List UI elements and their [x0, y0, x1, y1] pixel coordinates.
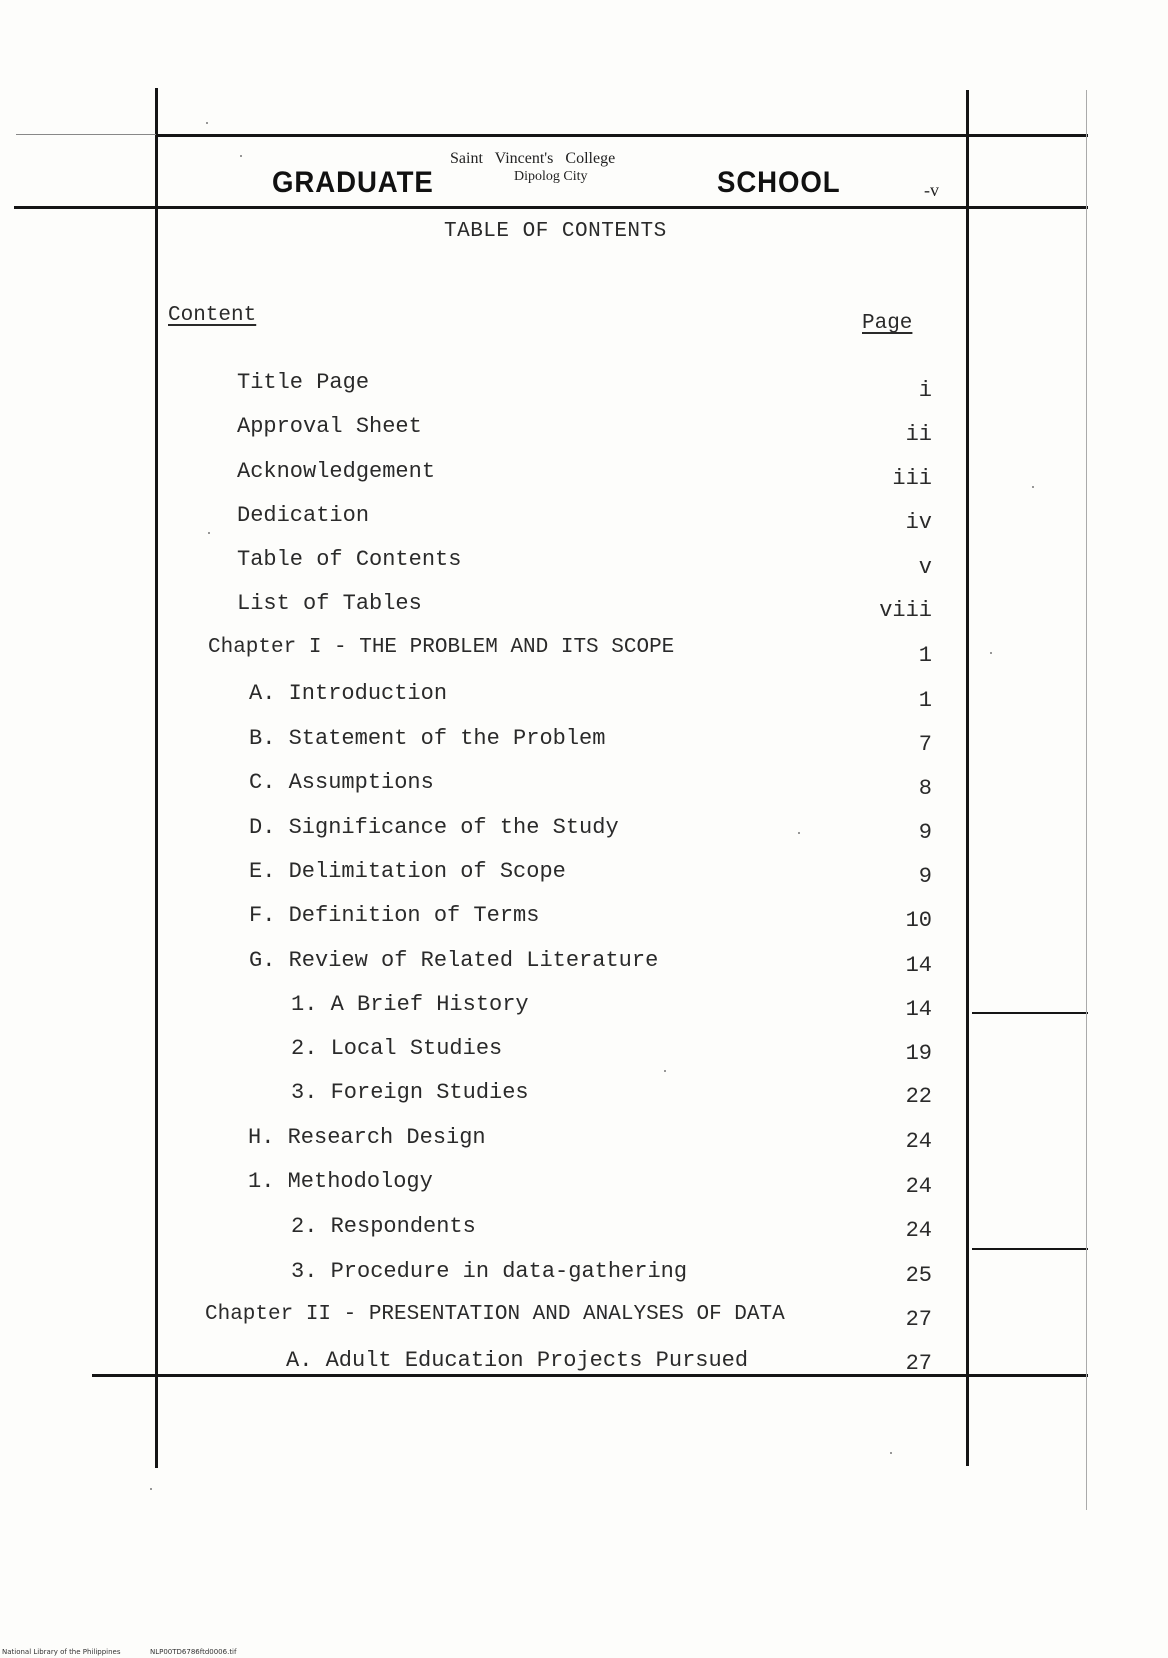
toc-entry-page: iv: [905, 510, 932, 535]
left-margin-rule: [155, 88, 158, 1468]
toc-entry-label: Title Page: [237, 370, 370, 395]
toc-entry-page: 14: [905, 997, 932, 1022]
header-city: Dipolog City: [514, 169, 588, 184]
header-college: Saint Vincent's College: [450, 150, 616, 167]
footer-filename: NLP00TD6786ftd0006.tif: [150, 1648, 237, 1656]
right-edge-rule: [1086, 90, 1087, 1510]
toc-entry-page: 27: [905, 1351, 932, 1376]
scan-speck: [150, 1488, 152, 1490]
scan-speck: [1032, 486, 1034, 488]
toc-entry-page: 27: [905, 1307, 932, 1332]
toc-entry-label: 2. Local Studies: [291, 1036, 503, 1061]
toc-entry-label: G. Review of Related Literature: [249, 948, 659, 973]
toc-entry-label: B. Statement of the Problem: [249, 726, 606, 751]
toc-entry-label: Table of Contents: [237, 547, 462, 572]
toc-entry-page: 19: [905, 1041, 932, 1066]
toc-entry-label: E. Delimitation of Scope: [249, 859, 566, 884]
toc-entry-page: 24: [905, 1129, 932, 1154]
toc-entry-label: Chapter II - PRESENTATION AND ANALYSES OF DATA: [205, 1303, 785, 1326]
toc-entry-label: Chapter I - THE PROBLEM AND ITS SCOPE: [208, 636, 675, 659]
toc-entry-page: 24: [905, 1174, 932, 1199]
header-top-rule: [158, 134, 1088, 137]
toc-entry-label: 1. Methodology: [248, 1169, 433, 1194]
footer-library: National Library of the Philippines: [2, 1648, 121, 1656]
scan-speck: [798, 832, 800, 834]
toc-entry-label: D. Significance of the Study: [249, 815, 619, 840]
toc-entry-page: v: [918, 555, 932, 580]
toc-entry-label: List of Tables: [237, 591, 422, 616]
header-bottom-rule: [14, 206, 1088, 209]
toc-entry-page: 8: [918, 776, 932, 801]
header-graduate: GRADUATE: [272, 166, 434, 199]
toc-entry-label: A. Adult Education Projects Pursued: [286, 1348, 749, 1373]
toc-entry-page: 24: [905, 1218, 932, 1243]
column-header-page: Page: [862, 312, 913, 335]
page-title: TABLE OF CONTENTS: [444, 220, 667, 243]
toc-entry-page: 14: [905, 953, 932, 978]
toc-entry-label: 3. Procedure in data-gathering: [291, 1259, 688, 1284]
toc-entry-label: A. Introduction: [249, 681, 448, 706]
right-tab-rule-1: [972, 1012, 1088, 1014]
toc-entry-page: 10: [905, 908, 932, 933]
toc-entry-page: ii: [905, 422, 932, 447]
scan-speck: [206, 122, 208, 124]
toc-entry-label: Approval Sheet: [237, 414, 422, 439]
right-margin-rule: [966, 90, 969, 1466]
scan-speck: [208, 532, 210, 534]
scan-speck: [664, 1070, 666, 1072]
bottom-rule: [92, 1374, 1088, 1377]
toc-entry-page: 22: [905, 1084, 932, 1109]
toc-entry-label: 2. Respondents: [291, 1214, 476, 1239]
toc-entry-page: iii: [892, 466, 932, 491]
left-tab-rule: [16, 134, 156, 135]
scan-speck: [990, 652, 992, 654]
toc-entry-page: viii: [879, 598, 932, 623]
right-tab-rule-2: [972, 1248, 1088, 1250]
page-marker: -v: [924, 180, 939, 200]
toc-entry-label: 3. Foreign Studies: [291, 1080, 529, 1105]
scan-speck: [890, 1452, 892, 1454]
toc-entry-page: 25: [905, 1263, 932, 1288]
scan-speck: [240, 155, 242, 157]
toc-entry-page: 9: [918, 864, 932, 889]
toc-entry-label: C. Assumptions: [249, 770, 434, 795]
column-header-content: Content: [168, 304, 257, 327]
toc-entry-label: F. Definition of Terms: [249, 903, 540, 928]
toc-entry-page: i: [918, 378, 932, 403]
toc-entry-page: 1: [918, 688, 932, 713]
toc-entry-label: Acknowledgement: [237, 459, 436, 484]
toc-entry-page: 7: [918, 732, 932, 757]
toc-entry-label: H. Research Design: [248, 1125, 486, 1150]
toc-entry-label: Dedication: [237, 503, 370, 528]
toc-entry-page: 9: [918, 820, 932, 845]
toc-entry-page: 1: [918, 643, 932, 668]
toc-entry-label: 1. A Brief History: [291, 992, 529, 1017]
header-school: SCHOOL: [717, 166, 841, 199]
